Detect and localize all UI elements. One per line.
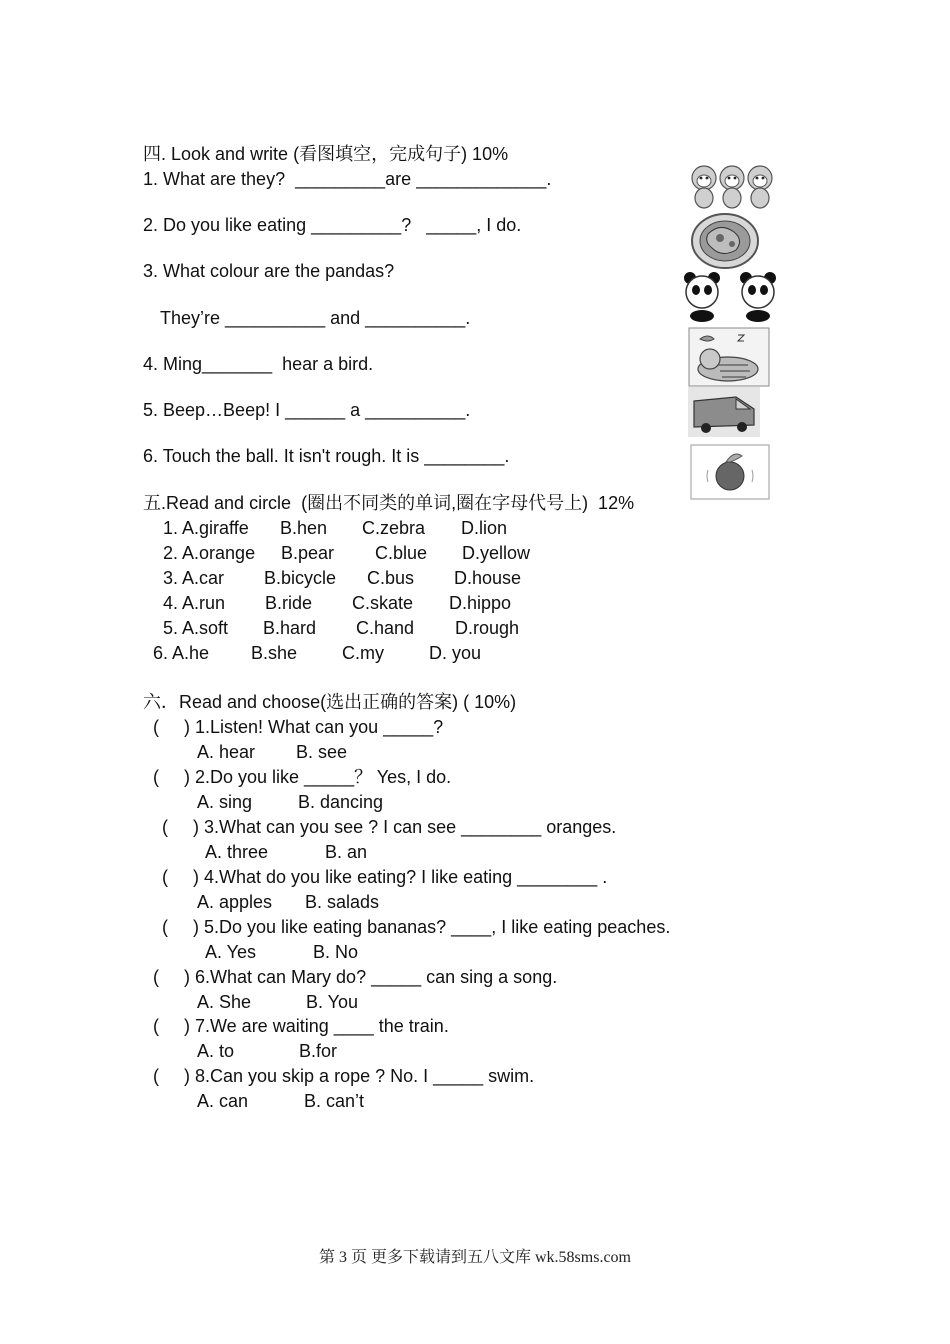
section5-row-5-d: D.rough [455, 618, 520, 638]
section6-question-5: ( ) 5.Do you like eating bananas? ____, I like eating peaches. [162, 917, 671, 937]
section5-row-6-b: B.she [251, 643, 298, 663]
section6-option-1-b: B. see [296, 742, 348, 762]
section6-option-5-a: A. Yes [205, 942, 257, 962]
section4-title: 四. Look and write (看图填空，完成句子) 10% [143, 144, 509, 164]
section5-row-6-a: 6. A.he [153, 643, 210, 663]
section6-question-4: ( ) 4.What do you like eating? I like eating ________ . [162, 867, 608, 887]
section4-question-1: 1. What are they? _________are _____________. [143, 169, 552, 189]
section6-question-2: ( ) 2.Do you like _____？ Yes, I do. [153, 767, 452, 787]
section6-option-7-b: B.for [299, 1041, 338, 1061]
section6-question-7: ( ) 7.We are waiting ____ the train. [153, 1016, 449, 1036]
section5-row-5-a: 5. A.soft [163, 618, 229, 638]
section5-row-2-d: D.yellow [462, 543, 531, 563]
cat-bird-icon [688, 327, 770, 387]
section4-question-2: 2. Do you like eating _________? _____, I do. [143, 215, 522, 235]
section4-question-3: 3. What colour are the pandas? [143, 261, 395, 281]
section6-option-6-b: B. You [306, 992, 359, 1012]
section5-row-1-a: 1. A.giraffe [163, 518, 249, 538]
section4-question-4: 4. Ming_______ hear a bird. [143, 354, 374, 374]
section4-question-5: 5. Beep…Beep! I ______ a __________. [143, 400, 471, 420]
page-footer: 第 3 页 更多下载请到五八文库 wk.58sms.com [318, 1249, 631, 1266]
section6-question-3: ( ) 3.What can you see ? I can see ________ oranges. [162, 817, 617, 837]
section6-title: 六．Read and choose(选出正确的答案) ( 10%) [143, 692, 517, 712]
section6-question-6: ( ) 6.What can Mary do? _____ can sing a song. [153, 967, 558, 987]
section5-row-2-b: B.pear [281, 543, 335, 563]
section6-option-2-a: A. sing [197, 792, 253, 812]
salad-icon [690, 212, 760, 270]
section6-option-3-a: A. three [205, 842, 269, 862]
section6-option-4-a: A. apples [197, 892, 273, 912]
section5-row-4-a: 4. A.run [163, 593, 226, 613]
section6-option-2-b: B. dancing [298, 792, 384, 812]
section5-row-2-c: C.blue [375, 543, 428, 563]
van-icon [688, 387, 760, 437]
section6-option-3-b: B. an [325, 842, 368, 862]
section5-row-4-b: B.ride [265, 593, 313, 613]
section6-option-7-a: A. to [197, 1041, 235, 1061]
pandas-icon [680, 270, 780, 322]
section5-row-3-b: B.bicycle [264, 568, 337, 588]
section6-option-4-b: B. salads [305, 892, 380, 912]
monkeys-icon [688, 160, 778, 210]
section6-option-1-a: A. hear [197, 742, 256, 762]
section5-row-4-d: D.hippo [449, 593, 512, 613]
section5-row-6-d: D. you [429, 643, 482, 663]
section5-title: 五.Read and circle (圈出不同类的单词,圈在字母代号上) 12% [143, 493, 635, 513]
section5-row-1-d: D.lion [461, 518, 508, 538]
section5-row-2-a: 2. A.orange [163, 543, 256, 563]
section6-option-5-b: B. No [313, 942, 359, 962]
section6-option-8-b: B. can’t [304, 1091, 365, 1111]
section5-row-6-c: C.my [342, 643, 384, 663]
section5-row-3-d: D.house [454, 568, 522, 588]
section5-row-5-b: B.hard [263, 618, 317, 638]
section5-row-3-a: 3. A.car [163, 568, 225, 588]
section6-option-8-a: A. can [197, 1091, 249, 1111]
section4-question-6: 6. Touch the ball. It isn't rough. It is ________. [143, 446, 510, 466]
section5-row-1-c: C.zebra [362, 518, 426, 538]
ball-icon [690, 444, 770, 500]
section5-row-3-c: C.bus [367, 568, 415, 588]
section6-option-6-a: A. She [197, 992, 252, 1012]
section5-row-4-c: C.skate [352, 593, 414, 613]
section6-question-1: ( ) 1.Listen! What can you _____? [153, 717, 444, 737]
section6-question-8: ( ) 8.Can you skip a rope ? No. I _____ swim. [153, 1066, 535, 1086]
section5-row-5-c: C.hand [356, 618, 415, 638]
section5-row-1-b: B.hen [280, 518, 328, 538]
section4-question-3-answer: They’re __________ and __________. [160, 308, 471, 328]
